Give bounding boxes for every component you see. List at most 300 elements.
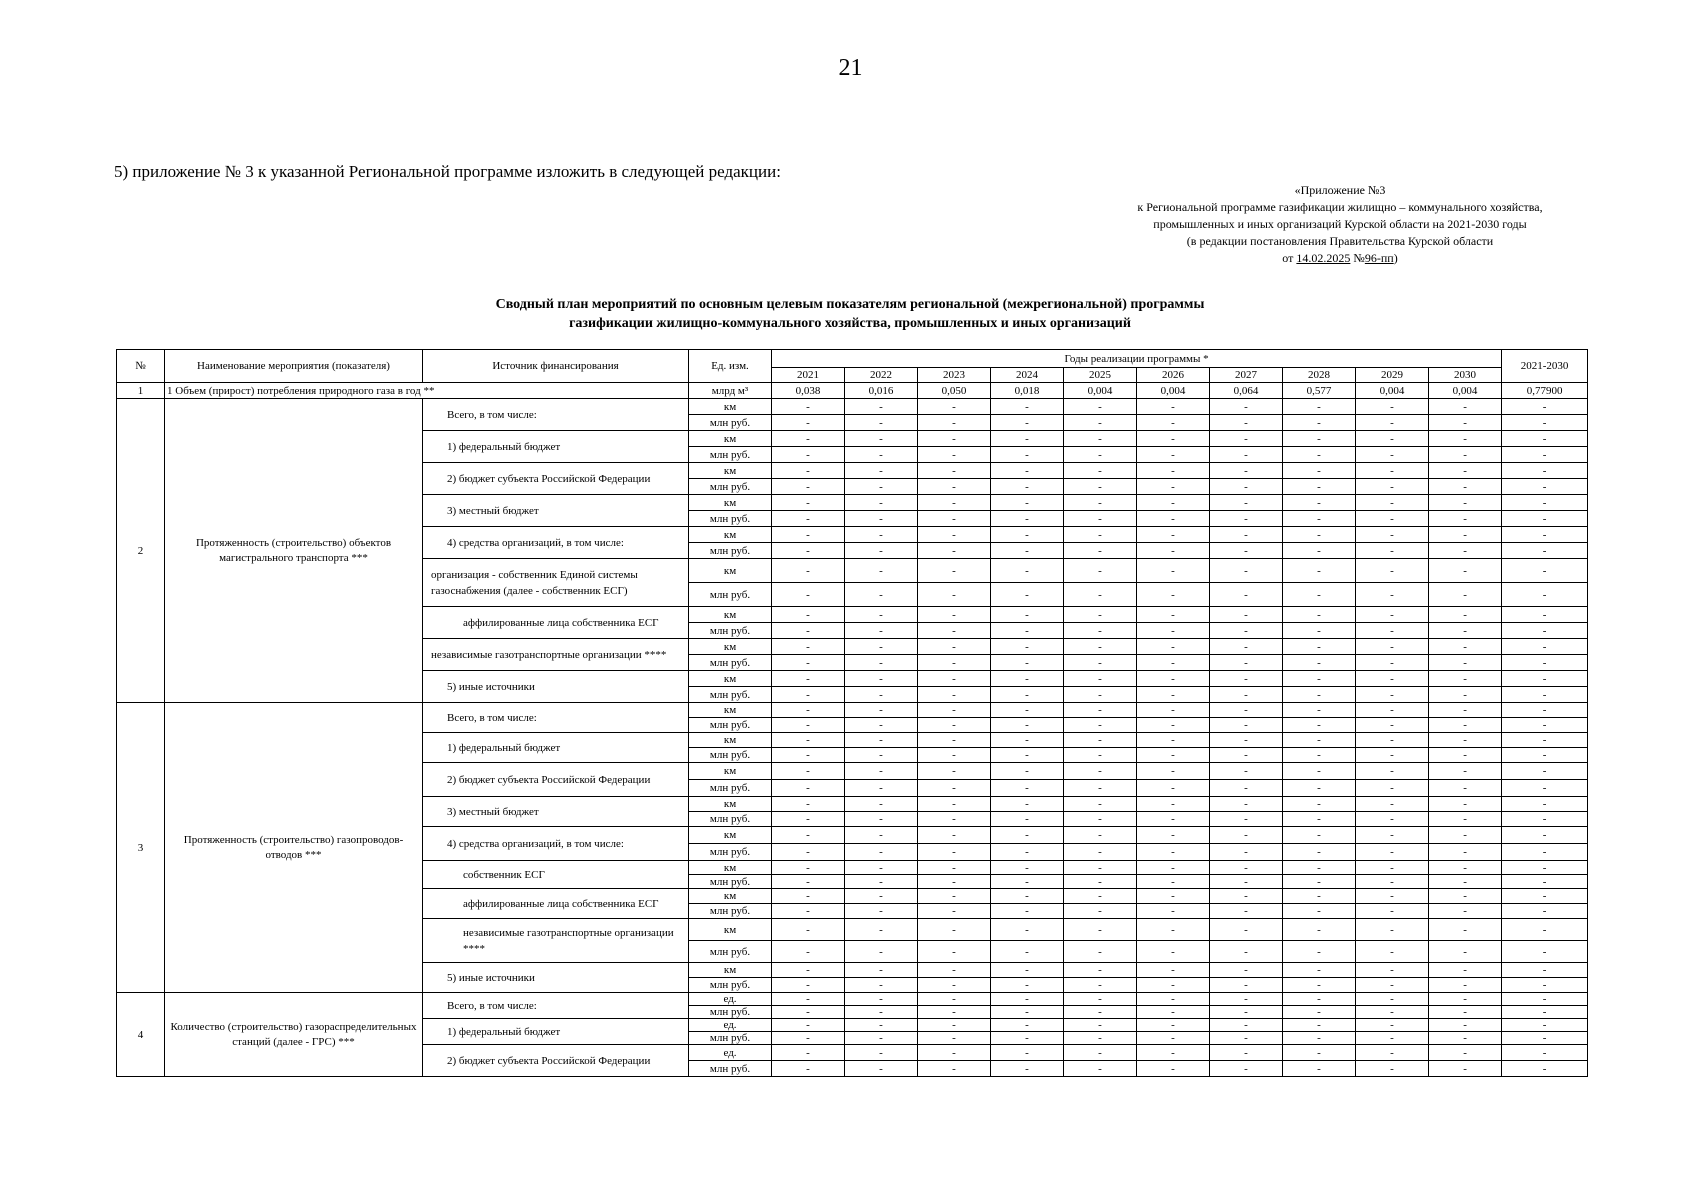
value-cell: - <box>918 495 991 511</box>
value-cell: - <box>772 904 845 919</box>
value-cell: - <box>1210 1019 1283 1032</box>
value-cell: - <box>1064 861 1137 875</box>
value-cell: - <box>991 827 1064 844</box>
unit-cell: км <box>689 639 772 655</box>
value-cell: - <box>1429 919 1502 941</box>
value-cell: - <box>772 511 845 527</box>
header-years-group: Годы реализации программы * <box>772 350 1502 368</box>
value-cell: - <box>1064 1045 1137 1061</box>
value-cell: - <box>1356 607 1429 623</box>
value-cell: - <box>1429 495 1502 511</box>
value-cell: - <box>1210 827 1283 844</box>
value-cell: - <box>1429 687 1502 703</box>
unit-cell: млн руб. <box>689 623 772 639</box>
value-cell: - <box>1137 780 1210 797</box>
value-cell: - <box>1429 827 1502 844</box>
value-cell: - <box>1210 861 1283 875</box>
value-cell: - <box>1429 543 1502 559</box>
value-cell: - <box>1283 963 1356 978</box>
value-cell: - <box>772 718 845 733</box>
value-cell: - <box>1137 827 1210 844</box>
value-cell: - <box>1137 733 1210 748</box>
value-cell: - <box>1429 1019 1502 1032</box>
unit-cell: км <box>689 919 772 941</box>
value-cell: - <box>1429 639 1502 655</box>
unit-cell: млн руб. <box>689 780 772 797</box>
header-year: 2026 <box>1137 368 1210 383</box>
value-cell: - <box>1064 797 1137 812</box>
value-cell: - <box>1283 875 1356 889</box>
value-cell: - <box>772 495 845 511</box>
total-cell: - <box>1502 919 1588 941</box>
value-cell: - <box>772 797 845 812</box>
value-cell: - <box>1283 904 1356 919</box>
value-cell: - <box>1137 1006 1210 1019</box>
value-cell: - <box>1064 827 1137 844</box>
header-source: Источник финансирования <box>423 350 689 383</box>
value-cell: - <box>1429 904 1502 919</box>
total-cell: - <box>1502 607 1588 623</box>
value-cell: - <box>1064 1061 1137 1077</box>
value-cell: - <box>1137 607 1210 623</box>
value-cell: - <box>845 978 918 993</box>
value-cell: - <box>1210 703 1283 718</box>
value-cell: - <box>1064 607 1137 623</box>
value-cell: - <box>991 763 1064 780</box>
value-cell: - <box>1429 527 1502 543</box>
value-cell: - <box>1137 844 1210 861</box>
value-cell: - <box>991 861 1064 875</box>
value-cell: - <box>845 1032 918 1045</box>
value-cell: 0,004 <box>1429 383 1502 399</box>
value-cell: - <box>1356 655 1429 671</box>
value-cell: - <box>1210 527 1283 543</box>
value-cell: - <box>1210 607 1283 623</box>
value-cell: - <box>1064 543 1137 559</box>
value-cell: - <box>1137 623 1210 639</box>
value-cell: - <box>1283 527 1356 543</box>
value-cell: - <box>918 463 991 479</box>
value-cell: - <box>1429 763 1502 780</box>
value-cell: - <box>1283 978 1356 993</box>
value-cell: - <box>918 543 991 559</box>
value-cell: - <box>1356 1061 1429 1077</box>
value-cell: - <box>1064 993 1137 1006</box>
value-cell: - <box>772 447 845 463</box>
value-cell: - <box>1137 718 1210 733</box>
value-cell: - <box>772 479 845 495</box>
value-cell: - <box>1283 583 1356 607</box>
funding-source: организация - собственник Единой системы газоснабжения (далее - собственник ЕСГ) <box>423 559 689 607</box>
header-year: 2029 <box>1356 368 1429 383</box>
value-cell: - <box>845 861 918 875</box>
value-cell: - <box>772 763 845 780</box>
indicator-name: 1 Объем (прирост) потребления природного газа в год ** <box>165 383 689 399</box>
value-cell: - <box>991 844 1064 861</box>
value-cell: - <box>772 687 845 703</box>
value-cell: - <box>1429 812 1502 827</box>
value-cell: - <box>845 993 918 1006</box>
value-cell: - <box>1356 687 1429 703</box>
value-cell: - <box>845 875 918 889</box>
value-cell: - <box>1356 639 1429 655</box>
value-cell: - <box>1210 780 1283 797</box>
value-cell: - <box>1137 543 1210 559</box>
total-cell: - <box>1502 733 1588 748</box>
value-cell: - <box>991 875 1064 889</box>
value-cell: - <box>772 431 845 447</box>
value-cell: - <box>845 844 918 861</box>
value-cell: - <box>1137 978 1210 993</box>
value-cell: - <box>845 797 918 812</box>
header-year: 2030 <box>1429 368 1502 383</box>
value-cell: - <box>1283 861 1356 875</box>
value-cell: - <box>1429 941 1502 963</box>
unit-cell: ед. <box>689 1045 772 1061</box>
total-cell: - <box>1502 399 1588 415</box>
value-cell: - <box>845 607 918 623</box>
total-cell: - <box>1502 827 1588 844</box>
value-cell: - <box>1064 415 1137 431</box>
value-cell: - <box>845 671 918 687</box>
value-cell: - <box>991 559 1064 583</box>
value-cell: - <box>845 963 918 978</box>
value-cell: - <box>1137 655 1210 671</box>
value-cell: - <box>1064 655 1137 671</box>
value-cell: - <box>1429 718 1502 733</box>
value-cell: - <box>1137 687 1210 703</box>
value-cell: - <box>1356 495 1429 511</box>
value-cell: - <box>1429 963 1502 978</box>
total-cell: - <box>1502 904 1588 919</box>
value-cell: - <box>772 639 845 655</box>
total-cell: - <box>1502 963 1588 978</box>
total-cell: - <box>1502 671 1588 687</box>
value-cell: - <box>1210 904 1283 919</box>
value-cell: - <box>991 703 1064 718</box>
value-cell: - <box>772 559 845 583</box>
table-row <box>117 399 1588 415</box>
value-cell: - <box>918 703 991 718</box>
value-cell: - <box>1210 511 1283 527</box>
unit-cell: млн руб. <box>689 543 772 559</box>
value-cell: - <box>918 733 991 748</box>
plan-table <box>116 349 1588 1077</box>
value-cell: - <box>991 1045 1064 1061</box>
value-cell: - <box>772 861 845 875</box>
value-cell: - <box>1064 748 1137 763</box>
value-cell: - <box>1356 671 1429 687</box>
value-cell: - <box>1283 543 1356 559</box>
indicator-name: Количество (строительство) газораспределительных станций (далее - ГРС) *** <box>165 993 423 1077</box>
value-cell: - <box>1064 447 1137 463</box>
value-cell: - <box>1429 703 1502 718</box>
value-cell: - <box>1356 797 1429 812</box>
unit-cell: ед. <box>689 993 772 1006</box>
value-cell: - <box>1283 718 1356 733</box>
total-cell: - <box>1502 941 1588 963</box>
header-year: 2027 <box>1210 368 1283 383</box>
value-cell: - <box>918 993 991 1006</box>
value-cell: - <box>1429 1006 1502 1019</box>
value-cell: - <box>918 941 991 963</box>
unit-cell: млн руб. <box>689 511 772 527</box>
value-cell: - <box>1137 1061 1210 1077</box>
value-cell: - <box>918 671 991 687</box>
value-cell: - <box>1429 463 1502 479</box>
value-cell: - <box>772 889 845 904</box>
value-cell: - <box>1210 875 1283 889</box>
value-cell: - <box>1137 748 1210 763</box>
value-cell: - <box>1283 703 1356 718</box>
unit-cell: км <box>689 703 772 718</box>
value-cell: - <box>1283 844 1356 861</box>
value-cell: - <box>1137 583 1210 607</box>
value-cell: - <box>845 463 918 479</box>
value-cell: - <box>1429 861 1502 875</box>
value-cell: - <box>918 639 991 655</box>
funding-source: 2) бюджет субъекта Российской Федерации <box>423 463 689 495</box>
total-cell: - <box>1502 1032 1588 1045</box>
value-cell: - <box>1356 479 1429 495</box>
value-cell: - <box>1356 511 1429 527</box>
total-cell: - <box>1502 1019 1588 1032</box>
value-cell: - <box>1064 511 1137 527</box>
value-cell: - <box>1137 639 1210 655</box>
value-cell: - <box>845 431 918 447</box>
value-cell: - <box>991 1032 1064 1045</box>
value-cell: - <box>1210 495 1283 511</box>
value-cell: - <box>1356 875 1429 889</box>
unit-cell: км <box>689 607 772 623</box>
value-cell: - <box>918 812 991 827</box>
indicator-name: Протяженность (строительство) газопроводов-отводов *** <box>165 703 423 993</box>
total-cell: - <box>1502 447 1588 463</box>
unit-cell: млн руб. <box>689 479 772 495</box>
header-total: 2021-2030 <box>1502 350 1588 383</box>
value-cell: - <box>1064 963 1137 978</box>
value-cell: - <box>1429 511 1502 527</box>
unit-cell: км <box>689 527 772 543</box>
header-unit: Ед. изм. <box>689 350 772 383</box>
value-cell: - <box>991 919 1064 941</box>
value-cell: - <box>1137 875 1210 889</box>
value-cell: - <box>918 844 991 861</box>
total-cell: - <box>1502 797 1588 812</box>
total-cell: - <box>1502 993 1588 1006</box>
total-cell: - <box>1502 655 1588 671</box>
value-cell: - <box>1283 639 1356 655</box>
funding-source: 1) федеральный бюджет <box>423 1019 689 1045</box>
value-cell: - <box>991 495 1064 511</box>
value-cell: - <box>1210 671 1283 687</box>
unit-cell: млн руб. <box>689 844 772 861</box>
value-cell: - <box>1064 978 1137 993</box>
value-cell: - <box>1283 623 1356 639</box>
value-cell: - <box>1356 543 1429 559</box>
value-cell: - <box>991 415 1064 431</box>
value-cell: - <box>845 687 918 703</box>
value-cell: - <box>1356 1019 1429 1032</box>
value-cell: - <box>1137 941 1210 963</box>
value-cell: - <box>991 733 1064 748</box>
value-cell: - <box>845 447 918 463</box>
value-cell: - <box>918 559 991 583</box>
value-cell: - <box>918 889 991 904</box>
value-cell: - <box>1210 655 1283 671</box>
value-cell: - <box>1429 733 1502 748</box>
value-cell: - <box>1210 797 1283 812</box>
value-cell: - <box>1429 671 1502 687</box>
value-cell: - <box>918 1006 991 1019</box>
value-cell: - <box>1210 687 1283 703</box>
total-cell: - <box>1502 543 1588 559</box>
value-cell: - <box>1356 415 1429 431</box>
value-cell: - <box>1064 431 1137 447</box>
appendix-line-3: промышленных и иных организаций Курской области на 2021-2030 годы <box>1153 217 1527 231</box>
value-cell: - <box>1064 671 1137 687</box>
value-cell: - <box>918 511 991 527</box>
value-cell: - <box>845 639 918 655</box>
value-cell: - <box>991 978 1064 993</box>
value-cell: - <box>1429 1032 1502 1045</box>
value-cell: - <box>1429 978 1502 993</box>
value-cell: - <box>1064 463 1137 479</box>
value-cell: - <box>845 718 918 733</box>
value-cell: - <box>1137 1019 1210 1032</box>
value-cell: - <box>845 655 918 671</box>
appendix-line-1: «Приложение №3 <box>1294 183 1386 197</box>
value-cell: - <box>845 1006 918 1019</box>
table-row <box>117 703 1588 718</box>
table-title <box>300 295 1400 333</box>
value-cell: - <box>772 527 845 543</box>
value-cell: - <box>772 941 845 963</box>
value-cell: - <box>991 607 1064 623</box>
value-cell: - <box>772 844 845 861</box>
value-cell: - <box>1064 718 1137 733</box>
value-cell: - <box>772 463 845 479</box>
value-cell: - <box>1137 447 1210 463</box>
value-cell: - <box>1429 559 1502 583</box>
value-cell: - <box>845 399 918 415</box>
value-cell: - <box>991 671 1064 687</box>
value-cell: - <box>1064 1006 1137 1019</box>
value-cell: - <box>845 583 918 607</box>
value-cell: - <box>918 431 991 447</box>
value-cell: - <box>918 655 991 671</box>
total-cell: 0,77900 <box>1502 383 1588 399</box>
value-cell: - <box>1356 904 1429 919</box>
unit-cell: ед. <box>689 1019 772 1032</box>
value-cell: 0,004 <box>1137 383 1210 399</box>
value-cell: - <box>991 1006 1064 1019</box>
value-cell: - <box>1356 559 1429 583</box>
value-cell: - <box>1137 431 1210 447</box>
value-cell: - <box>991 431 1064 447</box>
value-cell: - <box>1210 748 1283 763</box>
value-cell: - <box>772 780 845 797</box>
value-cell: - <box>1429 655 1502 671</box>
value-cell: - <box>1283 1019 1356 1032</box>
value-cell: - <box>1356 623 1429 639</box>
value-cell: - <box>1137 399 1210 415</box>
header-year: 2022 <box>845 368 918 383</box>
value-cell: - <box>772 827 845 844</box>
value-cell: - <box>1283 748 1356 763</box>
funding-source: независимые газотранспортные организации **** <box>423 639 689 671</box>
funding-source: 1) федеральный бюджет <box>423 733 689 763</box>
value-cell: 0,004 <box>1356 383 1429 399</box>
value-cell: - <box>1429 1061 1502 1077</box>
total-cell: - <box>1502 687 1588 703</box>
unit-cell: млрд м³ <box>689 383 772 399</box>
value-cell: - <box>991 812 1064 827</box>
appendix-number: 96-пп <box>1364 251 1394 265</box>
value-cell: - <box>1356 861 1429 875</box>
total-cell: - <box>1502 431 1588 447</box>
funding-source: аффилированные лица собственника ЕСГ <box>423 889 689 919</box>
value-cell: - <box>1429 431 1502 447</box>
value-cell: - <box>845 543 918 559</box>
value-cell: - <box>1283 559 1356 583</box>
value-cell: - <box>772 1006 845 1019</box>
value-cell: - <box>918 415 991 431</box>
value-cell: - <box>845 703 918 718</box>
value-cell: - <box>1210 399 1283 415</box>
value-cell: - <box>1064 733 1137 748</box>
value-cell: - <box>1064 780 1137 797</box>
value-cell: - <box>918 827 991 844</box>
value-cell: - <box>845 780 918 797</box>
table-title-line-2: газификации жилищно-коммунального хозяйства, промышленных и иных организаций <box>569 316 1131 331</box>
unit-cell: км <box>689 431 772 447</box>
value-cell: - <box>1356 463 1429 479</box>
value-cell: - <box>1137 763 1210 780</box>
unit-cell: млн руб. <box>689 415 772 431</box>
unit-cell: км <box>689 861 772 875</box>
value-cell: - <box>1356 827 1429 844</box>
value-cell: - <box>845 623 918 639</box>
unit-cell: млн руб. <box>689 978 772 993</box>
unit-cell: млн руб. <box>689 718 772 733</box>
funding-source: независимые газотранспортные организации **** <box>423 919 689 963</box>
value-cell: - <box>1064 889 1137 904</box>
total-cell: - <box>1502 718 1588 733</box>
value-cell: - <box>1137 812 1210 827</box>
value-cell: - <box>1210 993 1283 1006</box>
total-cell: - <box>1502 780 1588 797</box>
value-cell: - <box>918 447 991 463</box>
unit-cell: км <box>689 763 772 780</box>
value-cell: - <box>1210 447 1283 463</box>
value-cell: - <box>845 527 918 543</box>
value-cell: - <box>1210 763 1283 780</box>
value-cell: - <box>991 1019 1064 1032</box>
value-cell: - <box>1283 763 1356 780</box>
value-cell: - <box>1064 919 1137 941</box>
value-cell: - <box>991 904 1064 919</box>
row-number: 2 <box>117 399 165 703</box>
value-cell: - <box>918 399 991 415</box>
unit-cell: млн руб. <box>689 748 772 763</box>
value-cell: - <box>1064 559 1137 583</box>
value-cell: - <box>1210 1061 1283 1077</box>
funding-source: 2) бюджет субъекта Российской Федерации <box>423 763 689 797</box>
value-cell: - <box>991 889 1064 904</box>
unit-cell: млн руб. <box>689 941 772 963</box>
funding-source: собственник ЕСГ <box>423 861 689 889</box>
